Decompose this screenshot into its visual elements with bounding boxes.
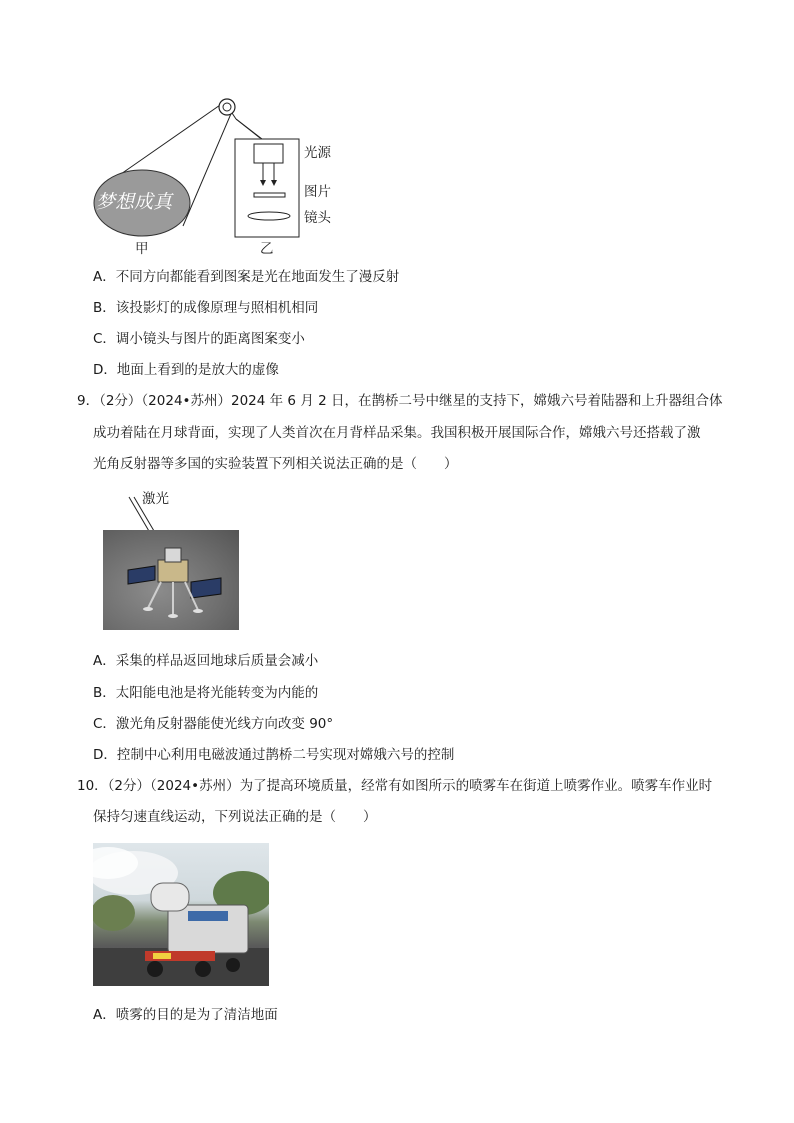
projector-lamp-icon bbox=[219, 99, 235, 115]
q9-text-line-3: 光角反射器等多国的实验装置下列相关说法正确的是（ ） bbox=[93, 456, 458, 472]
laser-label: 激光 bbox=[142, 491, 169, 507]
q9-option-a: A．采集的样品返回地球后质量会减小 bbox=[93, 653, 319, 669]
oval-text: 梦想成真 bbox=[96, 191, 173, 213]
q10-text-line-2: 保持匀速直线运动，下列说法正确的是（ ） bbox=[93, 809, 377, 825]
spray-truck-photo bbox=[93, 843, 269, 986]
projector-figure bbox=[90, 95, 350, 260]
projector-diagram bbox=[90, 95, 350, 260]
q9-text-line-2: 成功着陆在月球背面，实现了人类首次在月背样品采集。我国积极开展国际合作，嫦娥六号还搭载了激 bbox=[93, 425, 701, 441]
label-lens: 镜头 bbox=[304, 210, 331, 226]
label-picture: 图片 bbox=[304, 184, 331, 200]
lens-shape bbox=[248, 212, 290, 220]
label-jia: 甲 bbox=[135, 241, 149, 257]
q8-option-a: A．不同方向都能看到图案是光在地面发生了漫反射 bbox=[93, 269, 400, 285]
label-light-source: 光源 bbox=[304, 145, 331, 161]
q10-text-line-1: 10．（2分）（2024•苏州）为了提高环境质量，经常有如图所示的喷雾车在街道上喷雾作业。喷雾车作业时 bbox=[77, 778, 713, 794]
q9-option-d: D．控制中心利用电磁波通过鹊桥二号实现对嫦娥六号的控制 bbox=[93, 747, 455, 763]
q8-option-b: B．该投影灯的成像原理与照相机相同 bbox=[93, 300, 319, 316]
label-yi: 乙 bbox=[260, 241, 274, 257]
q9-option-b: B．太阳能电池是将光能转变为内能的 bbox=[93, 685, 319, 701]
projector-box bbox=[235, 139, 299, 237]
q9-text-line-1: 9．（2分）（2024•苏州）2024 年 6 月 2 日，在鹊桥二号中继星的支持下，嫦娥六号着陆器和上升器组合体 bbox=[77, 393, 723, 409]
q9-option-c: C．激光角反射器能使光线方向改变 90° bbox=[93, 716, 334, 732]
q10-option-a: A．喷雾的目的是为了清洁地面 bbox=[93, 1007, 278, 1023]
q8-option-d: D．地面上看到的是放大的虚像 bbox=[93, 362, 279, 378]
light-source-box bbox=[254, 144, 283, 163]
q8-option-c: C．调小镜头与图片的距离图案变小 bbox=[93, 331, 305, 347]
lander-photo bbox=[103, 530, 239, 630]
picture-slide bbox=[254, 193, 285, 197]
